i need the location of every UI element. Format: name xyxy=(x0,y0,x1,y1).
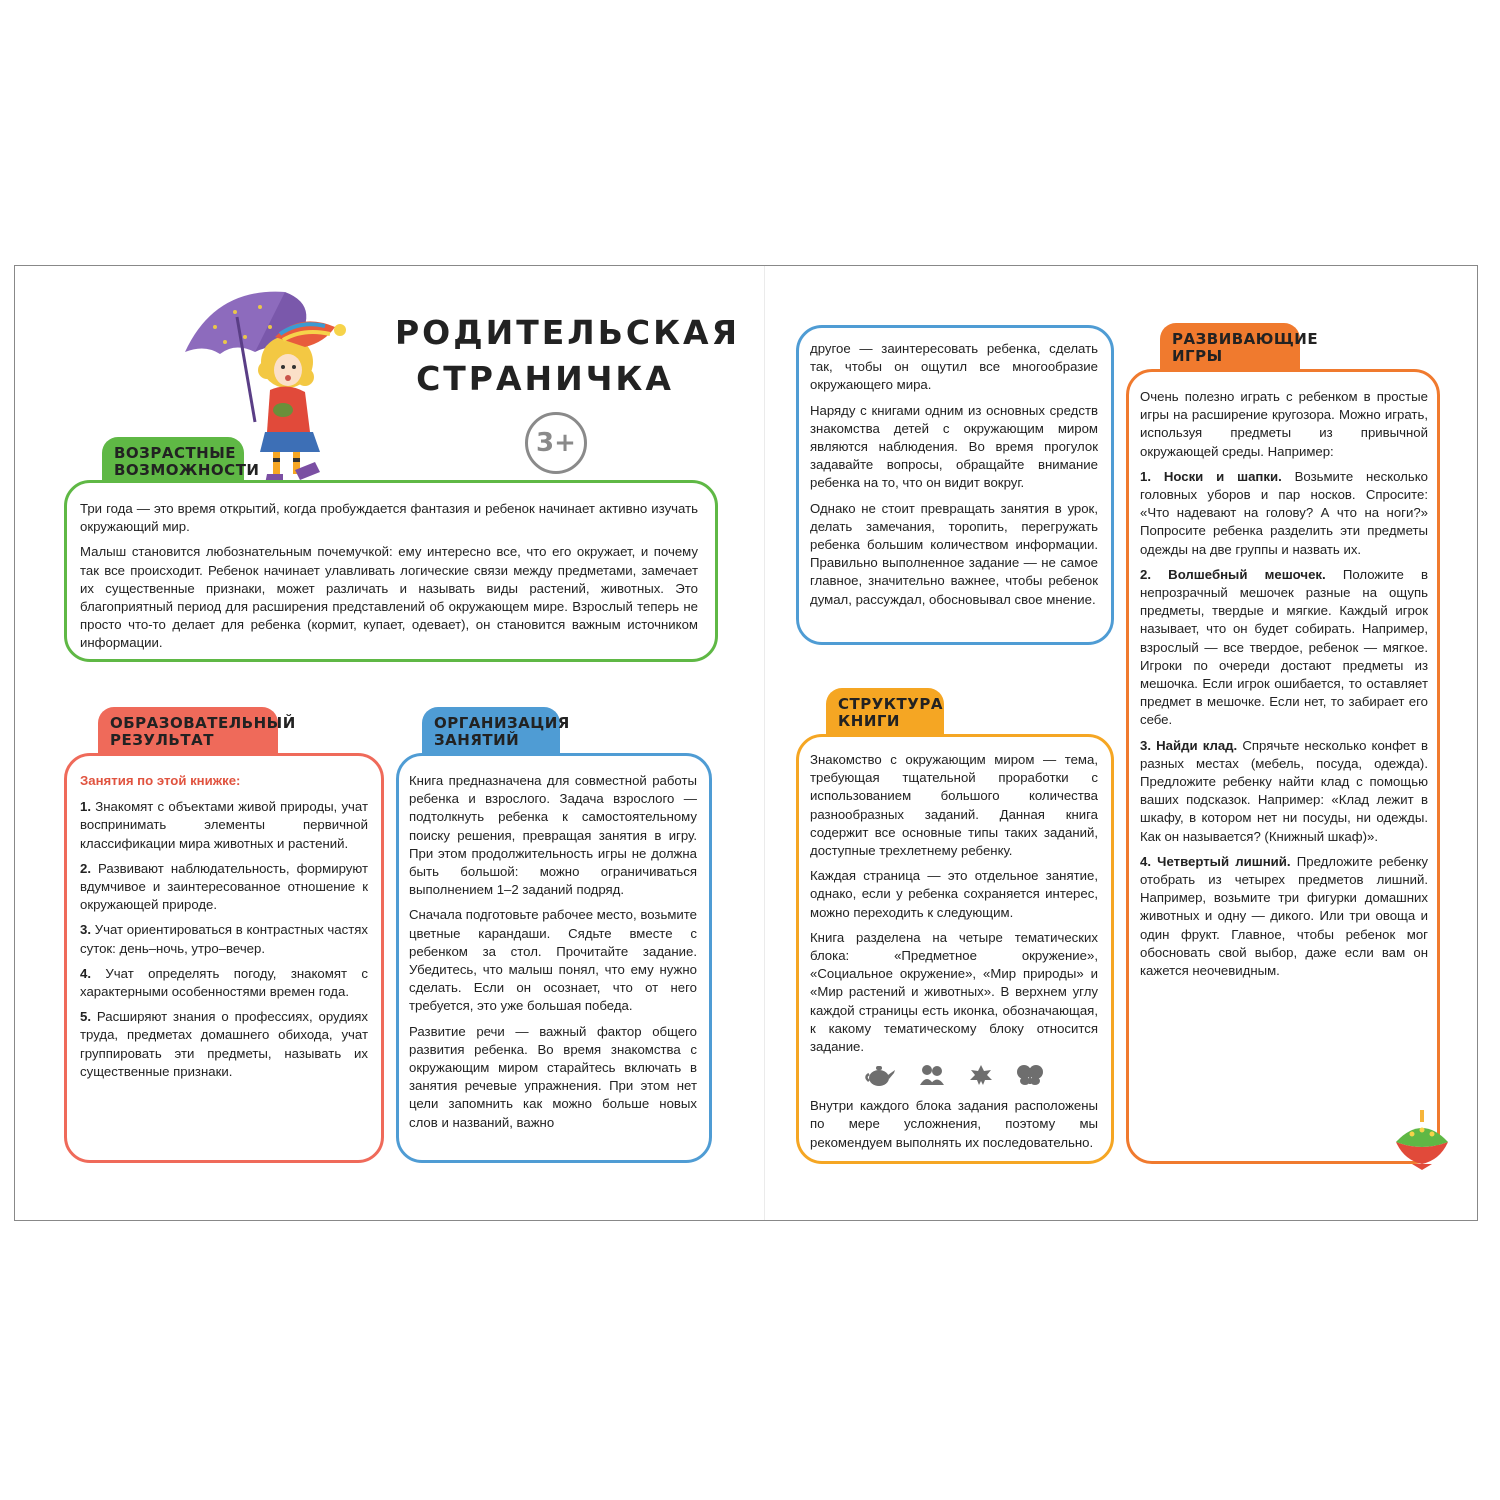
paragraph: Три года — это время открытий, когда пробуждается фантазия и ребенок начинает активно изучать окружающий мир. xyxy=(80,501,698,535)
paragraph: Развитие речи — важный фактор общего развития ребенка. Во время знакомства с окружающим миром старайтесь включать в занятия речевые упражнения. При этом нет цели запомнить как можно больше новых слов и названий, важно xyxy=(409,1023,697,1130)
game-item: 2. Волшебный мешочек. Положите в непрозрачный мешочек разные на ощупь предметы, твердые и мягкие. Каждый игрок называет, что он будет собирать. Например, взрослый — все твердое, ребенок — мягкое. Игроки по очереди достают предметы из мешочка. Если игрок ошибается, то оставляет предмет в мешочке. Если нет, то забирает его себе. xyxy=(1140,566,1428,728)
edu-result-text xyxy=(80,772,368,1088)
butterfly-icon xyxy=(1016,1063,1044,1087)
paragraph: Книга предназначена для совместной работы ребенка и взрослого. Задача взрослого — подтолкнуть ребенка к самостоятельному поиску решения, превращая занятия в игру. При этом продолжительность игры не должна быть большой: можно ограничиваться выполнением 1–2 заданий подряд. xyxy=(409,773,697,898)
tab-organization: ОРГАНИЗАЦИЯ ЗАНЯТИЙ xyxy=(422,707,560,755)
paragraph: другое — заинтересовать ребенка, сделать так, чтобы он ощутил все многообразие окружающего мира. xyxy=(810,341,1098,393)
game-item: 3. Найди клад. Спрячьте несколько конфет в разных местах (мебель, посуда, одежда). Предложите ребенку найти клад с помощью ваших подсказок. Например: «Клад лежит в шкафу, в котором нет ни посуды, ни одежды. Как он называется? (Книжный шкаф)». xyxy=(1140,737,1428,844)
paragraph: Сначала подготовьте рабочее место, возьмите цветные карандаши. Сядьте вместе с ребенком за стол. Прочитайте задание. Убедитесь, что малыш понял, что ему нужно сделать. Если он осознает, что от него требуется, это уже большая победа. xyxy=(409,907,697,1014)
game-item: 4. Четвертый лишний. Предложите ребенку отобрать из четырех предметов лишний. Например, возьмите три фигурки домашних животных и одну — дикого. Или три овоща и один фрукт. Главное, чтобы ребенок мог обосновать свой выбор, даже если вам он кажется неочевидным. xyxy=(1140,853,1428,979)
leaf-icon xyxy=(968,1063,994,1087)
page-title-line1: РОДИТЕЛЬСКАЯ xyxy=(395,313,741,352)
tab-edu-result: ОБРАЗОВАТЕЛЬНЫЙ РЕЗУЛЬТАТ xyxy=(98,707,278,755)
block-icons xyxy=(810,1063,1098,1087)
spinning-top-illustration xyxy=(1392,1108,1452,1170)
paragraph: Знакомство с окружающим миром — тема, требующая тщательной проработки с использованием большого количества разнообразных заданий. Данная книга содержит все основные типы таких заданий, доступные трехлетнему ребенку. xyxy=(810,752,1098,859)
list-item: 4. Учат определять погоду, знакомят с характерными особенностями времен года. xyxy=(80,965,369,1000)
structure-text xyxy=(810,751,1098,1159)
games-text xyxy=(1140,388,1428,987)
paragraph: Очень полезно играть с ребенком в простые игры на расширение кругозора. Можно играть, используя предметы из привычной окружающей среды. Например: xyxy=(1140,389,1428,459)
paragraph: Каждая страница — это отдельное занятие, однако, если у ребенка сохраняется интерес, можно переходить к следующим. xyxy=(810,868,1098,920)
list-item: 5. Расширяют знания о профессиях, орудиях труда, предметах домашнего обихода, учат группировать эти предметы, называть их существенные признаки. xyxy=(80,1009,368,1079)
paragraph: Однако не стоит превращать занятия в урок, делать замечания, торопить, перегружать ребенка большим количеством информации. Правильно выполненное задание — не самое главное, значительно важнее, чтобы ребенок думал, рассуждал, обосновывал свое мнение. xyxy=(810,500,1098,607)
people-icon xyxy=(918,1063,946,1087)
continued-text xyxy=(810,340,1098,616)
paragraph: Внутри каждого блока задания расположены по мере усложнения, поэтому мы рекомендуем выполнять их последовательно. xyxy=(810,1098,1098,1150)
page-fold xyxy=(764,266,765,1220)
age-abilities-text xyxy=(80,500,698,660)
page-title-line2: СТРАНИЧКА xyxy=(416,359,674,398)
paragraph: Малыш становится любознательным почемучкой: ему интересно все, что его окружает, и почему так все происходит. Ребенок начинает улавливать логические связи между предметами, замечает их существенные признаки, может различать и называть виды растений, животных. Это благоприятный период для расширения представлений об окружающем мире. Взрослый теперь не просто что-то делает для ребенка (кормит, купает, одевает), он становится важным источником информации. xyxy=(80,544,698,651)
organization-text xyxy=(409,772,697,1139)
list-item: 1. Знакомят с объектами живой природы, учат воспринимать элементы первичной классификации мира животных и растений. xyxy=(80,799,368,851)
paragraph: Книга разделена на четыре тематических блока: «Предметное окружение», «Социальное окружение», «Мир природы» и «Мир растений и животных». В верхнем углу каждой страницы есть иконка, обозначающая, к какому тематическому блоку относится задание. xyxy=(810,929,1098,1055)
tab-games: РАЗВИВАЮЩИЕ ИГРЫ xyxy=(1160,323,1300,371)
page-title xyxy=(395,310,741,402)
tab-age-abilities: ВОЗРАСТНЫЕ ВОЗМОЖНОСТИ xyxy=(102,437,244,482)
paragraph: Наряду с книгами одним из основных средств знакомства детей с окружающим миром являются наблюдения. Во время прогулок задавайте вопросы, обращайте внимание ребенка на то, что он видит вокруг. xyxy=(810,402,1098,491)
list-item: 3. Учат ориентироваться в контрастных частях суток: день–ночь, утро–вечер. xyxy=(80,922,368,956)
age-badge: 3+ xyxy=(525,412,587,474)
teapot-icon xyxy=(864,1063,896,1087)
tab-structure: СТРУКТУРА КНИГИ xyxy=(826,688,944,736)
edu-result-heading: Занятия по этой книжке: xyxy=(80,773,241,788)
list-item: 2. Развивают наблюдательность, формируют вдумчивое и заинтересованное отношение к окружающей природе. xyxy=(80,860,368,913)
game-item: 1. Носки и шапки. Возьмите несколько головных уборов и пар носков. Спросите: «Что надевают на голову? А что на ноги?» Попросите ребенка разделить эти предметы одежды на две группы и назвать их. xyxy=(1140,468,1428,557)
